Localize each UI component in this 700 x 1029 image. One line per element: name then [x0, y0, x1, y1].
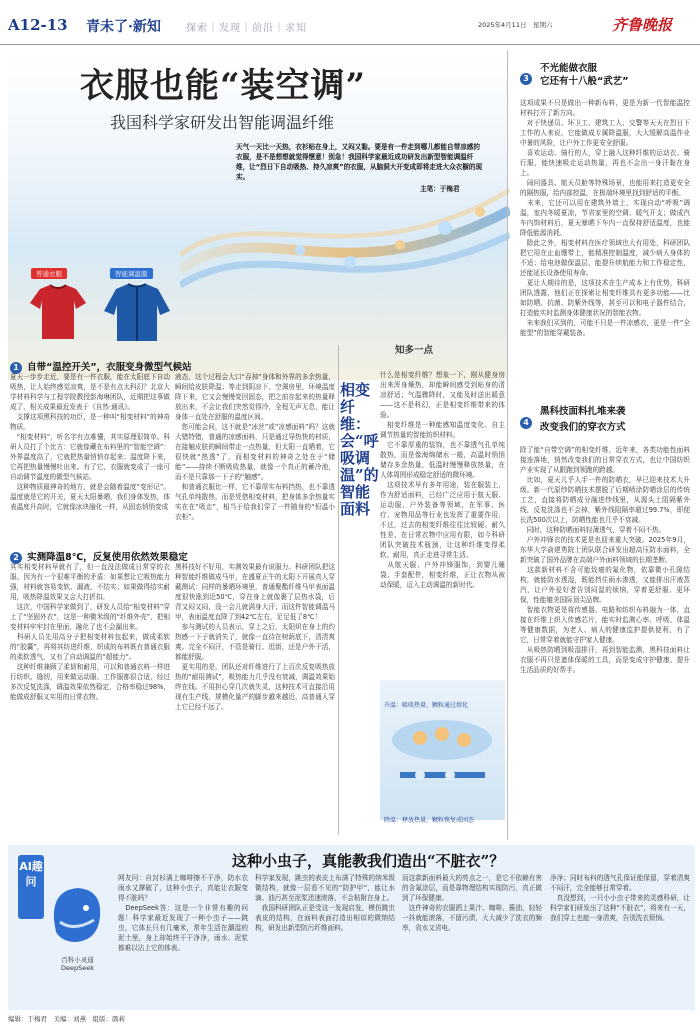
newspaper-logo: 齐鲁晚报	[612, 16, 673, 34]
know-more-heading: 知多一点	[395, 345, 434, 356]
section-1-number: 1	[10, 362, 22, 374]
issue-date: 2025年4月11日 星期六	[478, 21, 553, 29]
author-credit: 主笔：于梅君	[420, 185, 460, 193]
ai-column-1: 网友问：自封衫满上咖啡擦不干净，防水衣雨水又撑破了，这种小虫子，真能让衣服变得不脏吗？ DeepSeek答：这是一个非常有趣的问题！科学家最近发现了一种小虫子——跳虫，它体长只有几毫米，常年生活在潮湿的泥土里，身上却始终干干净净，雨水、泥浆都难以沾上它的体表。	[118, 874, 248, 952]
section-4-number: 4	[520, 417, 532, 429]
editor-credits: 编辑：于梅君 美编：刘燕 组版：颜莉	[8, 1015, 125, 1023]
main-headline: 衣服也能“装空调”	[80, 66, 367, 106]
ai-column-3: 而这款新面料最大的亮点之一，是它不依赖有害的含氟涂层，而是靠物理结构实现防污，真正做到了环保健康。 这件神奇的衣服洒上果汁、咖啡、酱油，轻轻一抖就能滚落，不留污渍，大大减少了洗衣的频率，省水又省电。	[402, 874, 542, 932]
page-number: A12-13	[8, 16, 68, 34]
lead-paragraph: 天气一天比一天热，衣衫贴在身上，又闷又黏。要是有一件走到哪儿都能自带凉感的衣服，是不是想想就觉得惬意！别急！我国科学家最近成功研发出新型智能调温纤维，让“烈日下自动吸热、持久凉爽”的衣服，从脑洞大开变成即将走进大众衣橱的现实。	[236, 143, 483, 181]
sub-headline: 我国科学家研发出智能调温纤维	[110, 113, 335, 132]
section-4-title: 黑科技面料扎堆来袭 改变我们的穿衣方式	[540, 406, 626, 433]
section-1-column-2: 液态，这个过程会大口“吞掉”身体和外界的多余热量，瞬间给皮肤降温；等走到阴凉下、空调房里，环境温度降下来，它又会慢慢变回固态，把之前存起来的热量释放出来，不会让我们突然觉得冷，全程无声无息，能让身体一直处在舒服的温度区间。 您可能会问，这不就是“冰丝”或“凉感面料”吗？这就大错特错，普通的凉感面料，只是通过导热快的材质，在接触皮肤的瞬间带走一点热量，但太阳一直晒着，它很快就“热透”了，而相变材料的神奇之处在于“储能”——持续不断吸收热量，就像一个真正的蓄冷池，而不是只靠那一下子的“触感”。 和普通衣服比一样，它不靠厚实布料挡热，也不靠透气孔单纯散热，而是凭借相变材料，把身体多余热量实实在在“吸走”，相当于给我们穿了一件随身的“恒温小衣柜”。	[175, 373, 335, 521]
smart-clothes-tag: 智能调温服	[110, 268, 153, 279]
blue-jacket-icon	[102, 281, 172, 343]
section-4-text: 除了能“自带空调”的相变纤维，近年来，各类功能性面料接连落地，悄然改变我们的日常穿衣方式，也让中国纺织产业实现了从跟跑到领跑的跨越。 比如，夏天儿乎人手一件的防晒衣，早已迎来技术大升级。新一代原纱防晒技术摆脱了后期喷涂防晒涂层的传统工艺，直接将防晒成分融进纱线里，从源头上阻隔紫外线，反复洗涤也不会掉，紫外线阻隔率超过99.7%，即便长洗500次以上，防晒性能也几乎不衰减。 同时，这种防晒面料轻薄透气，穿着不闷不热。 户外冲锋衣的技术更是也迎来重大突破。2025年9月，东华大学俞建勇院士团队联合研发出超高压防水面料，全新突破了国外品牌在高端户外面料领域的长期垄断。 这款新材料不含可能致癌的氟化物，依靠微小孔隙结构，就能防水透湿，既能挡住雨水渗透，又能排出汗液蒸汽，让户外爱好者告别闷湿的烦恼，穿着更舒服、更环保，性能媲美国际顶尖品牌。 智能衣物更是将传感器、电路和纺织布料融为一体，直接在纤维上织入传感芯片，能实时监测心率、呼吸、体温等健康数据，为老人、病人的健康监护提供便利，有了它，日常穿着就能守护家人健康。 从吸热防晒到吸湿排汗，再到智能监测，黑科技面料让衣服不再只是遮体保暖的工具，而是变成守护健康、提升生活品质的好帮手。	[520, 446, 690, 674]
column-divider	[338, 345, 339, 835]
section-2-number: 2	[10, 552, 22, 564]
know-more-text: 什么是相变纤维？想象一下，刚从健身房出来浑身燥热，却能瞬间感受到贴身的清凉舒适；气温骤降时，又能及时送出暖意——这不是科幻，正是相变纤维带来的体验。 相变纤维是一种能感知温度变化、自主调节热量的智能纺织材料。 它不靠厚重的装饰，也不靠透气孔单纯散热，而是像海绵储水一般，高温时悄悄储存多余热量，低温时慢慢释放热量，在人体周围形成稳定舒适的微环境。 这项技术早有多年用途，装在服装上，作为舒适面料，已经广泛应用于航天服、运动服、户外装备等领域，在军事、医疗、宠物用品等行业也发挥了重要作用，不过，过去的相变纤维往往比较硬、耐久性差、在日常衣物中应用有限，如今科研团队突破技术瓶颈，让这种纤维变得柔软、耐用，真正走进寻常生活。 从航天服、户外冲锋服饰，到婴儿睡袋、手套配件，相变纤维，正让衣物从被动保暖，迈入主动调温的新时代。	[380, 371, 505, 589]
cooling-label: 降温：释放热量，颗粒恢复成固态	[384, 817, 475, 824]
section-1-title: 自带“温控开关”，衣服变身微型气候站	[27, 362, 192, 373]
ai-badge: AI趣问	[18, 855, 44, 919]
red-shirt-icon	[28, 281, 88, 341]
right-column-divider	[507, 50, 508, 840]
section-3-number: 3	[520, 73, 532, 85]
sidebar-vertical-title: 相变纤维：会“呼吸调温”的智能面料	[340, 381, 379, 518]
section-name: 青未了·新知	[86, 19, 161, 35]
deepseek-label: 百科小灵通 DeepSeek	[60, 956, 95, 972]
ai-headline: 这种小虫子，真能教我们造出“不脏衣”？	[232, 852, 505, 870]
ai-column-4: 净净；同时布料的透气孔保证能保留，穿着清爽不闷汗，完全能够日常穿着。 真没想到，一只小小虫子带来的灵感科研，让科学家们研发出了这种“不脏衣”，将来有一天，我们穿上也能一身清爽，告别洗衣烦恼。	[550, 874, 690, 922]
section-2-title: 实测降温8℃，反复使用依然效果稳定	[27, 552, 188, 563]
section-2-column-2: 黑科技好不好用，实测效果最有说服力。科研团队把这种智能纤维做成马甲，在盛夏正午的太阳下开展真人穿戴测试：同样的暴晒环境里，普通聚酯纤维马甲表面温度很快涨到近50℃，穿在身上就像裹了层热水袋，后背又闷又闷，没一会儿就满身大汗；而这件智能调温马甲，表面温度直降了到42℃左右，足足低了8℃！ 参与测试的人员表示，穿上之后，太阳炽在身上的灼热感一下子就消失了，就像一直待在树荫底下，清清爽爽。完全不闷汗，不管是骑行、逛街，还是户外干活，都能舒服。 更实用的是，团队还对纤维进行了上百次反复吸热放热的“耐用测试”，吸热能力几乎没有衰减，调温效果始终在线。不用担心穿几次就失灵，这种技术可直接沿用现有生产线，规模化量产的脚步越来越近，高普通人穿上它已经不远了。	[175, 563, 335, 711]
section-3-text: 这项成果不只是做出一种新布料，更是为新一代智能温控材料打开了新方向。 对于快递员、环卫工、建筑工人、交警等天天在烈日下工作的人来说，它能做成专属降温服，大大缓解高温作业中暑的风险，让户外工作更安全舒服。 喜欢运动、骑行的人，穿上融入这种纤维的运动衣、骑行服，能快速吸走运动热量，再也不会出一身汗黏在身上。 闹问器具、航天员舱等特殊场景，也能用来打造更安全的隔热服，给内部控温，在极端环境里找到舒适的平衡。 未来，它还可以用在建筑外墙上，实现自动“呼吸”调温，室内冬暖夏凉，节省家里的空调、暖气开支；做成汽车内饰材料后，夏天暴晒下车内一直保持舒适温度，也能降低能源消耗。 除此之外，相变材料在医疗领域也大有用处，科研团队把它用在止血绷带上，能精准控制温度，减少病人身体的不适；给电池做保温层，能提升续航能力和工作稳定性，还能延长设备使用寿命。 更让人期待的是，这项技术在生产成本上有优势，科研团队透露，他们正在探索让相变纤维具有更多功能——比如防晒、抗菌、防紫外线等，甚至可以和电子器件结合，打造能实时监测身体健康状况的智能衣物。 未来我们买到的，可能不只是一件凉感衣，更是一件“全能型”的智能穿戴装备。	[520, 99, 690, 337]
section-2-column-1: 其实相变材料早就有了，但一直没法做成日常穿的衣服。因为有一个很难平衡的矛盾：如果想让它吸热能力强，材料就容易变软、漏液，不结实；如果做得结实耐用，吸热降温效果又会大打折扣。 这次，中国科学家做到了，研发人员给“相变材料”穿上了“坚固外衣”，这是一种微米级的“纤维外壳”，把相变材料牢牢封在里面，融化了也不会漏出来。 科研人员先用高分子把相变材料包起来，做成柔软的“胶囊”，再将其纺进纤维，织成的布料既有普通衣服的柔软透气，又有了自动调温的“超能力”。 这种纤维兼顾了柔韧和耐用，可以和普通衣料一样进行纺织、缝纫，用来做运动服、工作服都很合适，经过多次反复洗涤，调温效果依然稳定，合格率稳过98%，能做成舒服又实用的日常衣物。	[10, 563, 170, 701]
section-3-title: 不光能做衣服 它还有十八般“武艺”	[540, 63, 629, 87]
normal-clothes-tag: 普通衣服	[31, 268, 67, 279]
deepseek-whale-icon	[48, 880, 106, 950]
section-3-number-wrap	[520, 66, 532, 85]
section-4-number-wrap	[520, 410, 532, 429]
section-1-column-1: 夏天一步步走近，要是有一件衣服，能在太阳底下自动吸热，让人始终感觉凉爽，是不是有点太科幻？北京大学材料科学与工程学院教授彭海琳团队，近期把这事做成了，相关成果最近发表于《自然·通讯》。 支撑这项黑科技的功臣，是一种叫“相变材料”的神奇物质。 “相变材料”，听名字有点难懂，其实原理很简单。科研人员打了个比方：它就像藏在布料里的“智能空调”：外界温度高了，它就把热量悄悄存起来；温度降下来，它再把热量慢慢吐出来。有了它，衣服就变成了一座可自动调节温度的微型气候站。 这种物质最神奇的地方，就是会随着温度“变形记”。温度就是它的开关，夏天太阳暴晒，我们身体发热，体表温度升高时，它就像冰块融化一样，从固态悄悄变成	[10, 373, 170, 511]
ai-column-2: 科学家发现，跳虫的表皮上布满了特殊的纳米级微结构，就像一层看不见的“防护甲”，能让水滴、油污甚至泥浆迅速滚落，不会粘附在身上。 我国科研团队正是受这一发现启发，模仿跳虫表皮的结构，在面料表面打造出相似的微纳结构，研发出新型防污纤维面料。	[255, 874, 395, 932]
heating-label: 升温：吸收热量，颗粒通过熔化	[384, 702, 469, 709]
section-tags: 探索｜发现｜前沿｜求知	[186, 23, 307, 34]
